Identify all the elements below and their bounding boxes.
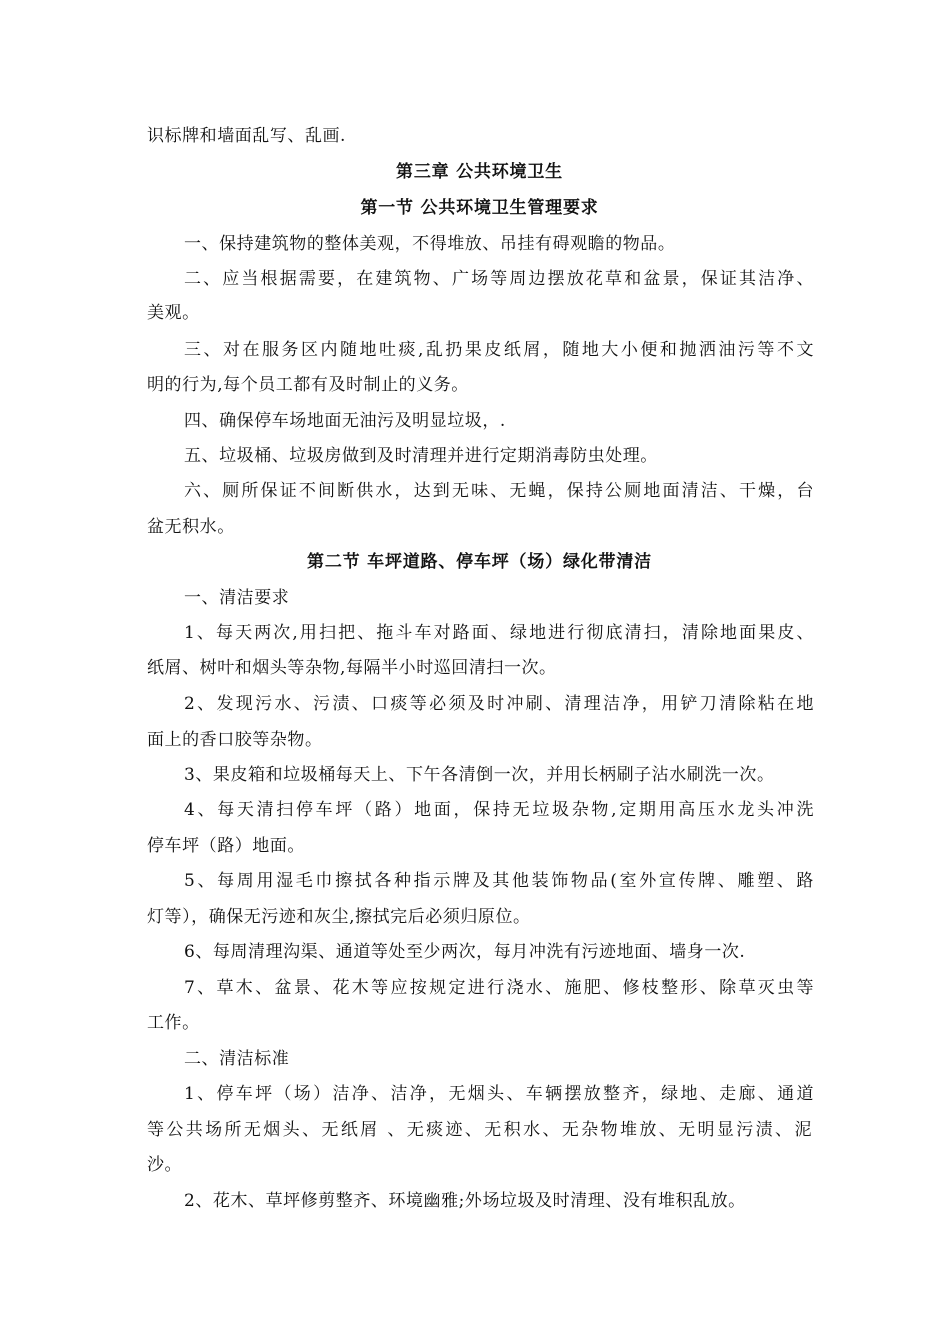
- paragraph-line: 2、花木、草坪修剪整齐、环境幽雅;外场垃圾及时清理、没有堆积乱放。: [184, 1191, 746, 1211]
- paragraph-line: 沙。: [147, 1155, 183, 1175]
- paragraph-line: 停车坪（路）地面。: [147, 836, 305, 856]
- paragraph-line: 面上的香口胶等杂物。: [147, 730, 323, 750]
- paragraph-line: 灯等），确保无污迹和灰尘,擦拭完后必须归原位。: [147, 907, 531, 927]
- subsection-title: 一、清洁要求: [184, 588, 290, 608]
- paragraph-line: 3、果皮箱和垃圾桶每天上、下午各清倒一次，并用长柄刷子沾水刷洗一次。: [184, 765, 775, 785]
- section-heading: 第二节 车坪道路、停车坪（场）绿化带清洁: [307, 552, 652, 572]
- paragraph-line: 工作。: [147, 1013, 200, 1033]
- paragraph-line: 纸屑、树叶和烟头等杂物,每隔半小时巡回清扫一次。: [147, 658, 557, 678]
- paragraph-line: 5、每周用湿毛巾擦拭各种指示牌及其他装饰物品(室外宣传牌、雕塑、路: [184, 871, 814, 891]
- paragraph-line: 6、每周清理沟渠、通道等处至少两次，每月冲洗有污迹地面、墙身一次.: [184, 942, 746, 962]
- section-heading: 第一节 公共环境卫生管理要求: [360, 198, 599, 218]
- paragraph-line: 五、垃圾桶、垃圾房做到及时清理并进行定期消毒防虫处理。: [184, 446, 658, 466]
- paragraph-line: 7、草木、盆景、花木等应按规定进行浇水、施肥、修枝整形、除草灭虫等: [184, 978, 814, 998]
- paragraph-line: 1、每天两次,用扫把、拖斗车对路面、绿地进行彻底清扫，清除地面果皮、: [184, 623, 814, 643]
- paragraph-line: 2、发现污水、污渍、口痰等必须及时冲刷、清理洁净，用铲刀清除粘在地: [184, 694, 814, 714]
- paragraph-line: 等公共场所无烟头、无纸屑 、无痰迹、无积水、无杂物堆放、无明显污渍、泥: [147, 1120, 812, 1140]
- paragraph-line: 美观。: [147, 303, 200, 323]
- paragraph-line: 四、确保停车场地面无油污及明显垃圾，.: [184, 411, 506, 431]
- subsection-title: 二、清洁标准: [184, 1049, 290, 1069]
- paragraph-line: 一、保持建筑物的整体美观，不得堆放、吊挂有碍观瞻的物品。: [184, 234, 676, 254]
- paragraph-line: 明的行为,每个员工都有及时制止的义务。: [147, 375, 469, 395]
- paragraph-line: 1、停车坪（场）洁净、洁净，无烟头、车辆摆放整齐，绿地、走廊、通道: [184, 1084, 814, 1104]
- paragraph-line: 六、厕所保证不间断供水，达到无味、无蝇，保持公厕地面清洁、干燥，台: [184, 481, 814, 501]
- paragraph-line: 盆无积水。: [147, 517, 235, 537]
- paragraph-line: 识标牌和墙面乱写、乱画.: [147, 126, 347, 146]
- chapter-heading: 第三章 公共环境卫生: [396, 162, 563, 182]
- paragraph-line: 4、每天清扫停车坪（路）地面，保持无垃圾杂物,定期用高压水龙头冲洗: [184, 800, 814, 820]
- paragraph-line: 二、应当根据需要，在建筑物、广场等周边摆放花草和盆景，保证其洁净、: [184, 269, 814, 289]
- paragraph-line: 三、对在服务区内随地吐痰,乱扔果皮纸屑，随地大小便和抛洒油污等不文: [184, 340, 814, 360]
